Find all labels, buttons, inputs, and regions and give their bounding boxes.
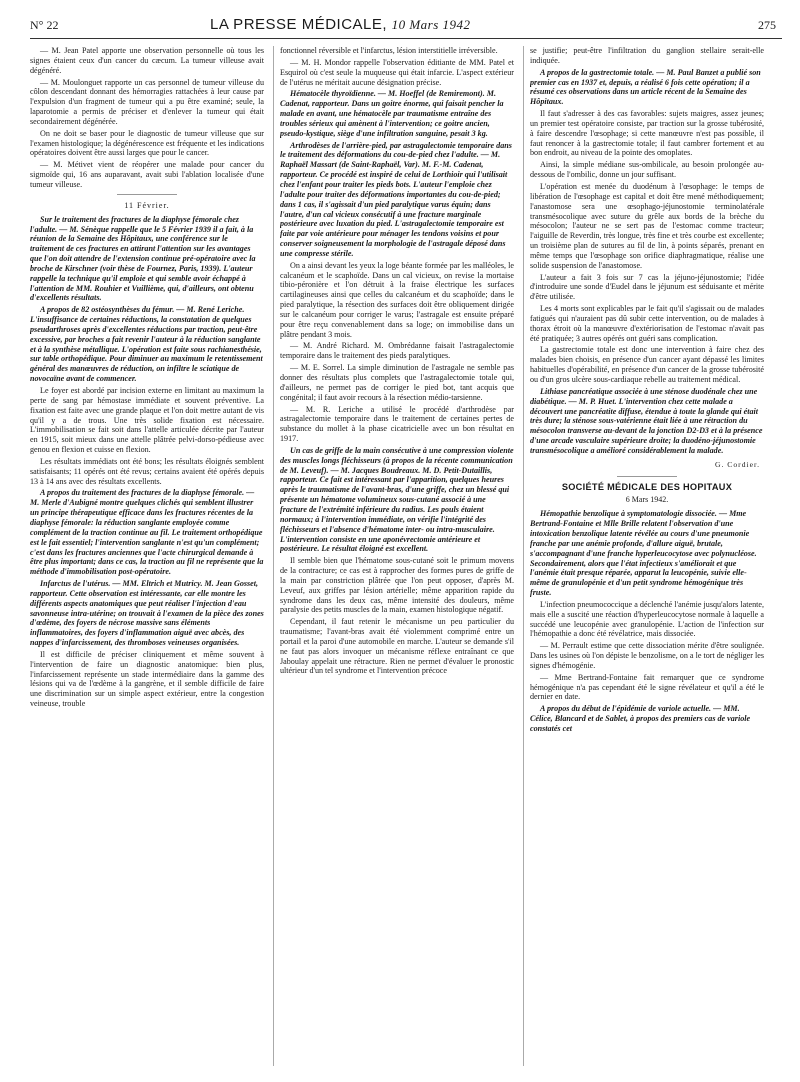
paragraph: Il est difficile de préciser cliniquement et même souvent à l'intervention de faire un diagnostic anatomique: bien plus, l'infarcissement représente un stade intermédiaire dans la gamme des lésions qui va de l'œdème à la gangrène, et il semble difficile de faire une discrimination sur un simple aspect extérieur, entre la congestion veineuse, trouble [30,649,264,709]
paragraph: — M. André Richard. M. Ombrédanne faisait l'astragalectomie temporaire dans le traitement des pieds paralytiques. [280,341,514,361]
page-number: 275 [758,18,776,32]
paragraph: fonctionnel réversible et l'infarctus, lésion interstitielle irréversible. [280,46,498,55]
society-heading: SOCIÉTÉ MÉDICALE DES HOPITAUX [561,481,733,492]
paragraph: Ainsi, la simple médiane sus-ombilicale, au besoin prolongée au-dessous de l'ombilic, donne un jour suffisant. [530,160,764,180]
masthead [210,16,471,34]
page-header [30,14,782,40]
paragraph: — M. R. Leriche a utilisé le procédé d'arthrodèse par astragalectomie temporaire dans le traitement de certaines pertes de substance du mollet à la phase cicatricielle avec un bon résultat en 1917. [280,404,514,444]
paragraph: — M. Jean Patel apporte une observation personnelle où tous les signes étaient ceux d'un cancer du cæcum. La tumeur villeuse avait dégénéré. [30,46,264,75]
author-signature: G. Cordier. [715,459,760,469]
paragraph: L'opération est menée du duodénum à l'œsophage: le temps de libération de l'œsophage est capital et doit être mené méthodiquement; l'anastomose sera une œsophago-jéjunostomie terminolatérale transmésocolique avec suture du grêle aux bords de la brèche du mésocolon; l'auteur ne se sert pas de l'estomac comme tracteur; l'aiguille de Reverdin, très longue, très fine et très courbe est excellente; un troisième plan de sutures au fil de lin, à points séparés, prenant en même temps que l'œsophage son orifice diaphragmatique, réalise une solide suspension de l'anastomose. [530,181,764,270]
paragraph: La gastrectomie totale est donc une intervention à faire chez des malades bien choisis, en présence d'un cancer ayant dépassé les limites habituelles d'opérabilité, en présence d'un cancer de la grosse tubérosité ou d'un gros ulcère sous-cardiaque rebelle au traitement médical. [530,345,764,384]
header-rule [30,38,782,39]
article-title-paragraph: A propos de la gastrectomie totale. — M. Paul Banzet a publié son premier cas en 1937 et, depuis, a réalisé 6 fois cette opération; il a résumé ces observations dans un article récent de la Semaine des Hôpitaux. [530,67,761,107]
section-separator [117,194,177,195]
newspaper-page [30,14,782,1074]
issue-number: N° 22 [30,18,59,32]
paragraph: L'auteur a fait 3 fois sur 7 cas la jéjuno-jéjunostomie; l'idée d'introduire une sonde d'Eudel dans le jéjunum est séduisante et mérite d'être utilisée. [530,272,764,302]
paragraph: — M. H. Mondor rappelle l'observation éditiante de MM. Patel et Esquirol où c'est seule la muqueuse qui était infarcie. L'aspect extérieur de l'utérus ne méritait aucune désignation précise. [280,57,514,87]
article-title-paragraph: Hématocèle thyroïdienne. — M. Hoeffel (de Remiremont). M. Cadenat, rapporteur. Dans un goitre énorme, qui faisait pencher la malade en avant, une hématocèle par traumatisme entraîne des troubles sérieux qui amènent à l'intervention; ce goitre ancien, pseudo-kystique, siège d'une infiltration sanguine, pesait 3 kg. [280,89,504,138]
paragraph: — M. Métivet vient de réopérer une malade pour cancer du sigmoïde qui, 16 ans auparavant, avait subi l'ablation localisée d'une tumeur villeuse. [30,160,264,189]
paragraph: se justifie; peut-être l'infiltration du ganglion stellaire serait-elle indiquée. [530,46,764,65]
paragraph: L'infection pneumococcique a déclenché l'anémie jusqu'alors latente, mais elle a suscité une réaction d'hyperleucocytose normale à laquelle a succédé une leucopénie avec granulopénie. L'action de l'infection sur l'hémopathie a donc été révélatrice, mais dissociée. [530,599,764,639]
text-column-3 [530,46,764,1070]
paragraph: Le foyer est abordé par incision externe en limitant au maximum la perte de sang par hémostase immédiate et souvent préventive. La fixation est faite avec une grande plaque et l'on doit mettre autant de vis qu'il y a de trous. Une très solide fixation est nécessaire. L'immobilisation se fait soit dans l'attelle articulée décrite par l'auteur en 1915, soit mieux dans une attelle plâtrée pelvi-dorso-pédieuse avec genou en flexion et cuisse en flexion. [30,386,264,455]
paragraph: — Mme Bertrand-Fontaine fait remarquer que ce syndrome hémogénique n'a pas cependant été le signe révélateur et qu'il a été le dernier en date. [530,672,764,702]
paragraph: Cependant, il faut retenir le mécanisme un peu particulier du traumatisme; l'avant-bras avait été violemment comprimé entre un portail et la paroi d'une automobile en marche. L'auteur se demande s'il ne faut pas alors invoquer un mécanisme réflexe entraînant ce que Jaboulay appelait une rétracture. Rien ne permet d'évaluer le pronostic ultérieur d'un tel syndrome et l'intervention précoce [280,617,514,676]
text-column-1 [30,46,264,1070]
paragraph: On a ainsi devant les yeux la loge béante formée par les malléoles, le calcanéum et le scaphoïde. Dans un cal vicieux, on revise la mortaise tibio-péronière et l'on détruit à la fraise électrique les surfaces cartilagineuses ainsi que celles du calcanéum et du scaphoïde; dans le pied paralytique, la résection des surfaces doit être obliquement dirigée sur le calcanéum pour corriger le varus; l'astragale est ensuite préparé pour être reçu convenablement dans sa loge; on immobilise dans un plâtre pendant 3 mois. [280,260,514,339]
session-date: 6 Mars 1942. [625,495,669,505]
paragraph: Il faut s'adresser à des cas favorables: sujets maigres, assez jeunes; un premier test opératoire consiste, par traction sur la grosse tubérosité, à faire descendre l'œsophage; si cette manœuvre n'est pas possible, il faut renoncer à la gastrectomie totale; il faut cambrer fortement et au bon endroit, au niveau de la pointe des omoplates. [530,109,764,158]
paragraph: — M. E. Sorrel. La simple diminution de l'astragale ne semble pas donner des résultats plus complets que l'astragalectomie totale qui, d'ailleurs, ne permet pas de corriger le pied bot, tant acquis que congénital; il faut avoir recours à la résection médio-tarsienne. [280,363,514,402]
journal-title: LA PRESSE MÉDICALE, [210,16,388,33]
paragraph: Les 4 morts sont explicables par le fait qu'il s'agissait ou de malades fatigués qui n'auraient pas dû subir cette intervention, ou de malades à thorax étroit où la manœuvre d'extériorisation de l'estomac n'avait pas été pratiquée; 3 autres opérés ont guéri sans complication. [530,304,764,343]
article-title-paragraph: Arthrodèses de l'arrière-pied, par astragalectomie temporaire dans le traitement des déformations du cou-de-pied chez l'adulte. — M. Raphaël Massart (de Saint-Raphaël, Var). M. F.-M. Cadenat, rapporteur. Ce procédé est inspiré de celui de Lorthioir qui l'utilisait chez l'enfant pour traiter les pieds bots. L'auteur l'emploie chez l'adulte pour traiter des déformations importantes du cou-de-pied; dans 1 cas, il s'agissait d'un pied paralytique varus équin; dans l'autre, d'un cal vicieux consécutif à une fracture marginale postérieure avec luxation du pied. L'astragalectomie temporaire est faite par voie antérieure pour ménager les tendons voisins et pour conserver soigneusement la morphologie de l'astragale déposé dans une compresse stérile. [280,140,512,258]
article-title-paragraph: Lithiase pancréatique associée à une sténose duodénale chez une diabétique. — M. P. Huet. L'intervention chez cette malade a découvert une pancréatite diffuse, étendue à toute la glande qui était très dure; la sténose sous-vatérienne était liée à une rétraction du mésocolon transverse au-devant de la jonction D2-D3 et à la présence d'une arcade vasculaire supérieure droite; la duodéno-jéjunostomie transmésocolique a amélioré considérablement la malade. [530,386,763,455]
paragraph: Il semble bien que l'hématome sous-cutané soit le primum movens de la contracture; ce cas est à rapprocher des formes pures de griffe de la main par constriction plâtrée que l'on peut opposer, d'après M. Leveuf, aux griffes par lésion artérielle; même apparition rapide du syndrome dans les deux cas, même intensité des douleurs, même paralysie des petits muscles de la main, examen histologique négatif. [280,556,514,615]
article-title-paragraph: Sur le traitement des fractures de la diaphyse fémorale chez l'adulte. — M. Sénèque rappelle que le 5 Février 1939 il a fait, à la réunion de la Semaine des Hôpitaux, une conférence sur le traitement de ces fractures en attirant l'attention sur les avantages que l'on doit attendre de l'extension continue pré-opératoire avec la broche de Kirschner (voir thèse de Fournez, Paris, 1939). L'auteur rappelle la technique qu'il emploie et qui semble avoir échappé à l'attention de MM. Rouhier et Vuillième, qui, d'ailleurs, ont obtenu d'excellents résultats. [30,214,256,303]
issue-date: 10 Mars 1942 [391,17,471,32]
article-title-paragraph: Infarctus de l'utérus. — MM. Eltrich et Mutricy. M. Jean Gosset, rapporteur. Cette observation est intéressante, car elle montre les différents aspects anatomiques que peut réaliser l'injection d'eau savonneuse intra-utérine; on trouvait à l'examen de la pièce des zones d'œdème, des foyers de nécrose massive sans éléments inflammatoires, des foyers d'inflammation aiguë avec abcès, des nappes d'infarcissement, des thromboses veineuses organisées. [30,579,264,648]
article-title-paragraph: A propos du début de l'épidémie de variole actuelle. — MM. Célice, Blancard et de Sablet, à propos des premiers cas de variole constatés cet [530,704,751,733]
article-title-paragraph: Un cas de griffe de la main consécutive à une compression violente des muscles longs fléchisseurs (à propos de la récente communication de M. Leveuf). — M. Jacques Boudreaux. M. D. Petit-Dutaillis, rapporteur. Ce fait est intéressant par l'apparition, quelques heures après le traumatisme de l'avant-bras, d'une griffe, chez un blessé qui présente un hématome volumineux sous-cutané associé à une fracture de l'extrémité inférieure du radius. Les pouls étaient normaux; à l'intervention immédiate, on vérifie l'intégrité des fléchisseurs et l'absence d'hématome inter- ou intra-musculaire. L'intervention consiste en une aponévrectomie antérieure et postérieure. Le résultat éloigné est excellent. [280,445,514,554]
article-title-paragraph: A propos du traitement des fractures de la diaphyse fémorale. — M. Merle d'Aubigné montre quelques clichés qui semblent illustrer un principe thérapeutique efficace dans les fractures récentes de la diaphyse fémorale: la réduction sanglante employée comme complément de la traction continue au fil. Le traitement orthopédique est le fait essentiel; l'intervention sanglante n'est qu'un complément; c'est dans les fractures anciennes que l'acte chirurgical demande à être plus important; dans ce cas, la traction au fil ne représente que la méthode d'immobilisation post-opératoire. [30,488,264,577]
text-column-2 [280,46,514,1070]
article-title-paragraph: A propos de 82 ostéosynthèses du fémur. — M. René Leriche. L'insuffisance de certaines réductions, la constatation de quelques pseudarthroses après d'excellentes réductions par traction, peut-être excessive, par broches a fait revenir l'auteur à la réduction sanglante et à la synthèse métallique. L'opération est faite sous rachianesthésie, sur table orthopédique. Pour diminuer au maximum le retentissement général des manœuvres de réduction, on infiltre le sciatique de novocaïne avant de commencer. [30,305,263,384]
paragraph: — M. Perrault estime que cette dissociation mérite d'être soulignée. Dans les usines où l'on dépiste le benzolisme, on a le tort de négliger les signes d'hémogénie. [530,641,764,670]
paragraph: On ne doit se baser pour le diagnostic de tumeur villeuse que sur l'examen histologique; la dégénérescence est fréquente et les indications opératoires doivent être aussi larges que pour le cancer. [30,128,264,158]
paragraph: — M. Moulonguet rapporte un cas personnel de tumeur villeuse du côlon descendant donnant des hémorragies rattachées à leur cause par l'expulsion d'un fragment de tumeur qui a pu être examiné; seule, la laparotomie a permis de préciser et d'enlever la tumeur qui était secondairement dégénérée. [30,77,264,126]
section-separator [617,476,677,477]
paragraph: Les résultats immédiats ont été bons; les résultats éloignés semblent satisfaisants; 11 opérés ont été revus; certains avaient été opérés depuis 13 à 14 ans avec des résultats excellents. [30,456,264,486]
column-divider [273,46,274,1066]
article-title-paragraph: Hémopathie benzolique à symptomatologie dissociée. — Mme Bertrand-Fontaine et Mlle Brille relatent l'observation d'une intoxication benzolique latente révélée au cours d'une pneumonie franche par une anémie profonde, d'allure aiguë, brutale, s'accompagnant d'une franche hyperleucocytose avec polynucléose. Secondairement, alors que l'état infectieux s'améliorait et que l'anémie était presque réparée, apparut la leucopénie, suivie elle-même de granulopénie et d'un petit syndrome hémogénique très fruste. [530,509,757,598]
column-divider [523,46,524,1066]
session-date: 11 Février. [124,200,170,210]
